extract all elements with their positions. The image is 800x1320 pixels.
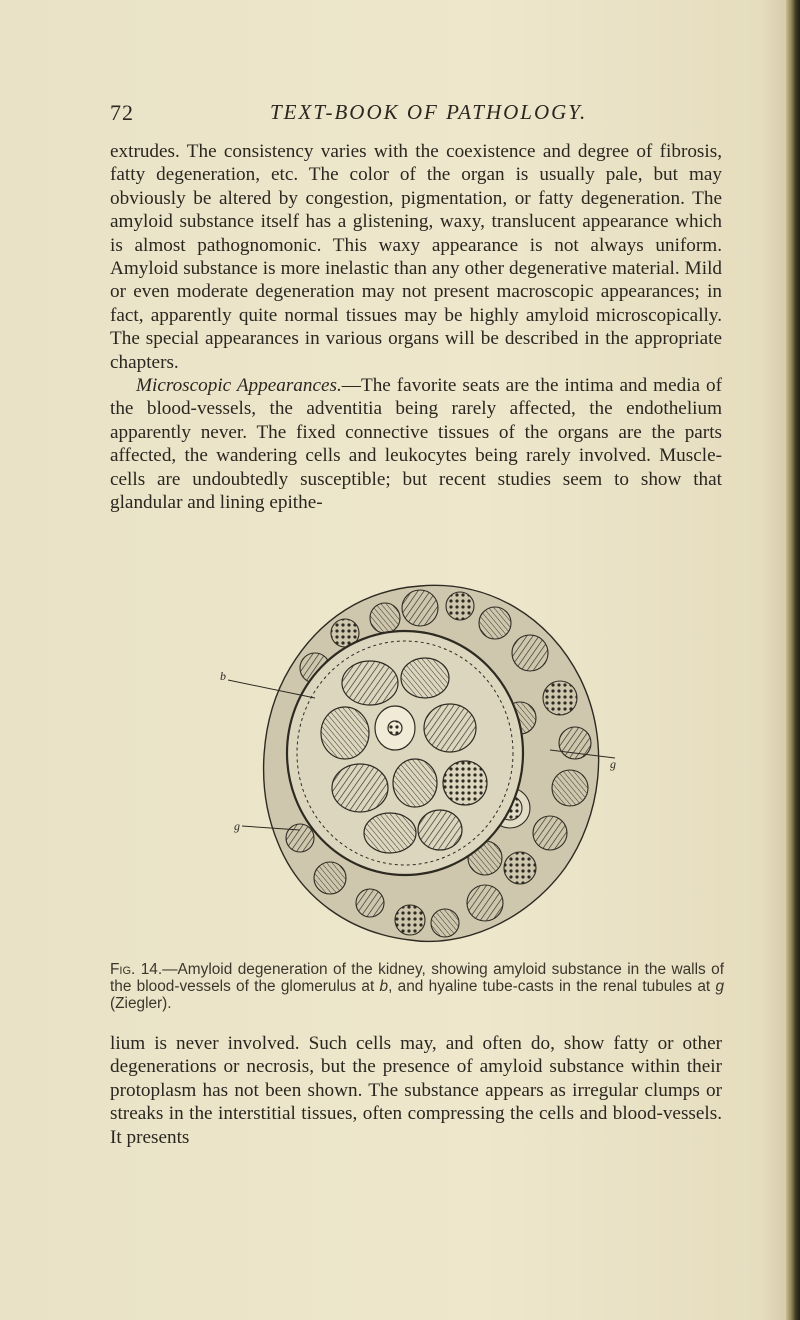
figure-label-g-left: g <box>234 819 240 833</box>
page-edge-shadow <box>786 0 800 1320</box>
caption-end: (Ziegler). <box>110 995 172 1012</box>
caption-mid: , and hyaline tube-casts in the renal tubules at <box>388 978 716 995</box>
page-header <box>110 100 710 128</box>
page-number: 72 <box>110 100 134 125</box>
kidney-section-drawing <box>220 568 620 958</box>
caption-ref-b: b <box>379 978 389 995</box>
caption-figure-number: Fig. 14. <box>110 961 163 978</box>
figure-caption <box>110 961 724 1012</box>
paragraph-2 <box>110 374 722 514</box>
caption-ref-g: g <box>715 978 725 995</box>
paragraph-1: extrudes. The consistency varies with the coexistence and degree of fibrosis, fatty degeneration, etc. The color of the organ is usually pale, but may obviously be altered by congestion, pigmentation, or fatty degeneration. The amyloid substance itself has a glistening, waxy, translucent appearance which is almost pathognomonic. This waxy appearance is not always uniform. Amyloid substance is more inelastic than any other degenerative material. Mild or even moderate degeneration may not present macroscopic appearances; in fact, apparently quite normal tissues may be highly amyloid microscopically. The special appearances in various organs will be described in the appropriate chapters. <box>110 141 722 373</box>
paragraph-3: lium is never involved. Such cells may, and often do, show fatty or other degenerations or necrosis, but the presence of amyloid substance within their protoplasm has not been shown. The substance appears as irregular clumps or streaks in the interstitial tissues, often compressing the cells and blood-vessels. It presents <box>110 1033 722 1148</box>
top-text-block <box>110 140 722 515</box>
figure-label-g-right: g <box>610 757 616 771</box>
paragraph-2-text: —The favorite seats are the intima and media of the blood-vessels, the adventitia being rarely affected, the endothelium apparently never. The fixed connective tissues of the organs are the parts affected, the wandering cells and leukocytes being rarely involved. Muscle-cells are undoubtedly susceptible; but recent studies seem to show that glandular and lining epithe- <box>110 375 722 514</box>
subheading-microscopic: Microscopic Appearances. <box>136 375 342 397</box>
kidney-illustration <box>220 568 620 958</box>
figure-label-b: b <box>220 669 226 683</box>
caption-text: —Amyloid degeneration of the kidney, showing amyloid substance in the walls of the blood-vessels of the glomerulus at <box>110 961 724 995</box>
bottom-text-block <box>110 1032 722 1149</box>
running-title: TEXT-BOOK OF PATHOLOGY. <box>270 100 588 124</box>
